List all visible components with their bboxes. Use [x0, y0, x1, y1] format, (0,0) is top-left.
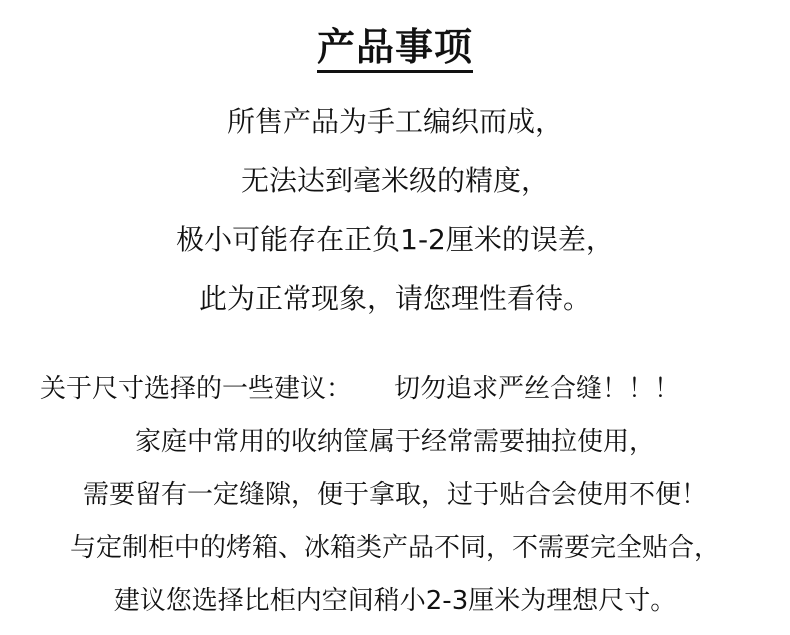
notice-line-1: 所售产品为手工编织而成， [226, 105, 563, 138]
size-tips-heading: 关于尺寸选择的一些建议： [40, 374, 353, 404]
tip-line-3: 与定制柜中的烤箱、冰箱类产品不同，不需要完全贴合， [69, 533, 720, 563]
page-title-text: 产品事项 [317, 25, 473, 73]
notice-line-2: 无法达到毫米级的精度， [240, 164, 549, 197]
notice-line-4: 此为正常现象，请您理性看待。 [198, 282, 591, 315]
tip-line-4: 建议您选择比柜内空间稍小2-3厘米为理想尺寸。 [113, 586, 677, 616]
page-title [0, 22, 790, 72]
tip-line-1: 家庭中常用的收纳筐属于经常需要抽拉使用， [134, 427, 655, 457]
tip-line-2: 需要留有一定缝隙，便于拿取，过于贴合会使用不便！ [82, 480, 707, 510]
size-tips-emphasis: 切勿追求严丝合缝！！！ [394, 374, 681, 404]
notice-line-3: 极小可能存在正负1-2厘米的误差， [176, 223, 614, 256]
size-tips-heading-row [40, 372, 680, 406]
